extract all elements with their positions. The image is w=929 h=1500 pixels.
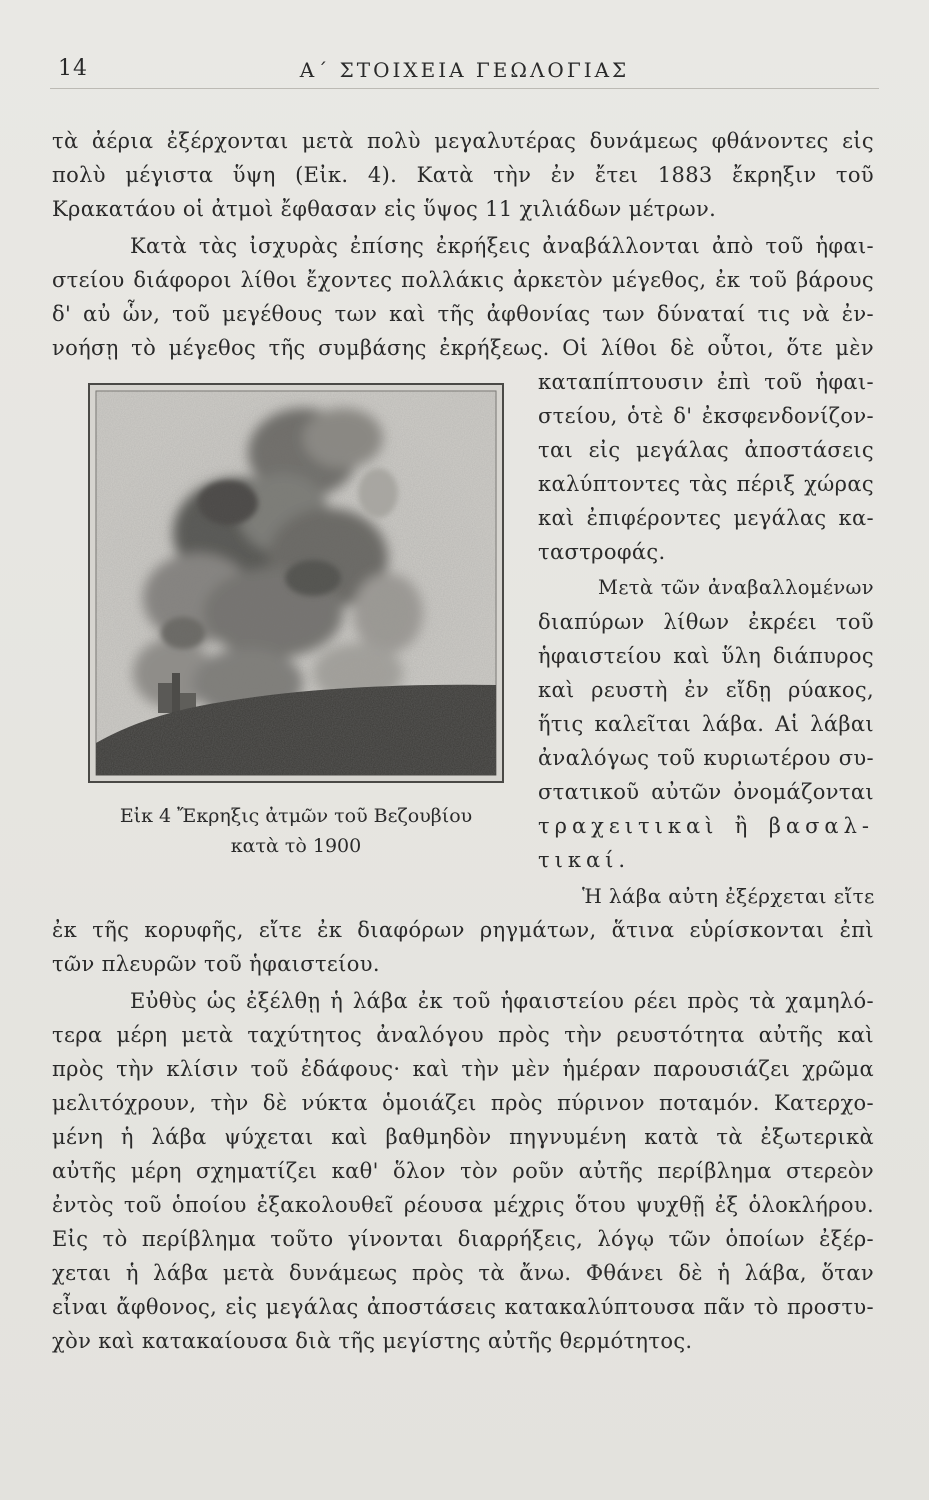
text-line: πολὺ μέγιστα ὕψη (Εἰκ. 4). Κατὰ τὴν ἐν ἔτει 1883 ἔκρηξιν τοῦ <box>52 163 874 187</box>
text-line: ἐντὸς τοῦ ὁποίου ἐξακολουθεῖ ρέουσα μέχρις ὅτου ψυχθῇ ἐξ ὁλοκλήρου. <box>52 1193 874 1217</box>
text-line: Κρακατάου οἱ ἀτμοὶ ἔφθασαν εἰς ὕψος 11 χιλιάδων μέτρων. <box>52 197 717 221</box>
text-line: Εὐθὺς ὡς ἐξέλθῃ ἡ λάβα ἐκ τοῦ ἡφαιστείου ρέει πρὸς τὰ χαμηλό- <box>130 989 874 1013</box>
text-line: ταστροφάς. <box>538 540 666 564</box>
text-line: καὶ ἐπιφέροντες μεγάλας κα- <box>538 506 874 530</box>
text-line: ἐκ τῆς κορυφῆς, εἴτε ἐκ διαφόρων ρηγμάτων, ἅτινα εὑρίσκονται ἐπὶ <box>52 918 874 942</box>
text-line: χὸν καὶ κατακαίουσα διὰ τῆς μεγίστης αὐτῆς θερμότητος. <box>52 1329 693 1353</box>
text-line: ται εἰς μεγάλας ἀποστάσεις <box>538 438 874 462</box>
text-line: ἥτις καλεῖται λάβα. Αἱ λάβαι <box>538 712 874 736</box>
text-line: τραχειτικαὶ ἢ βασαλ- <box>538 814 874 838</box>
text-line: τῶν πλευρῶν τοῦ ἡφαιστείου. <box>52 952 380 976</box>
text-line: τὰ ἀέρια ἐξέρχονται μετὰ πολὺ μεγαλυτέρας δυνάμεως φθάνοντες εἰς <box>52 129 874 153</box>
text-line: καταπίπτουσιν ἐπὶ τοῦ ἡφαι- <box>538 370 874 394</box>
text-line: Εἰς τὸ περίβλημα τοῦτο γίνονται διαρρήξεις, λόγῳ τῶν ὁποίων ἐξέρ- <box>52 1227 874 1251</box>
text-line: εἶναι ἄφθονος, εἰς μεγάλας ἀποστάσεις κατακαλύπτουσα πᾶν τὸ προστυ- <box>52 1295 874 1319</box>
text-line: στατικοῦ αὐτῶν ὀνομάζονται <box>538 780 874 804</box>
text-line: πρὸς τὴν κλίσιν τοῦ ἐδάφους· καὶ τὴν μὲν ἡμέραν παρουσιάζει χρῶμα <box>52 1057 874 1081</box>
running-head: Α΄ ΣΤΟΙΧΕΙΑ ΓΕΩΛΟΓΙΑΣ <box>299 58 630 82</box>
text-line: ἡφαιστείου καὶ ὕλη διάπυρος <box>538 644 874 668</box>
text-line: ἀναλόγως τοῦ κυριωτέρου συ- <box>538 746 874 770</box>
text-line: καὶ ρευστὴ ἐν εἴδῃ ρύακος, <box>538 678 874 702</box>
page-header <box>0 0 929 90</box>
text-line: μελιτόχρουν, τὴν δὲ νύκτα ὁμοιάζει πρὸς πύρινον ποταμόν. Κατερχο- <box>52 1091 874 1115</box>
text-line: στείου, ὁτὲ δ' ἐκσφενδονίζον- <box>538 404 874 428</box>
figure-caption: Εἰκ 4 Ἔκρηξις ἀτμῶν τοῦ Βεζουβίου <box>119 805 473 827</box>
text-line: τερα μέρη μετὰ ταχύτητος ἀναλόγου πρὸς τὴν ρευστότητα αὐτῆς καὶ <box>52 1023 874 1047</box>
text-line: διαπύρων λίθων ἐκρέει τοῦ <box>538 610 874 634</box>
text-line: τικαί. <box>538 848 631 872</box>
text-line: Κατὰ τὰς ἰσχυρὰς ἐπίσης ἐκρήξεις ἀναβάλλονται ἀπὸ τοῦ ἡφαι- <box>130 234 874 258</box>
text-line: νοήσῃ τὸ μέγεθος τῆς συμβάσης ἐκρήξεως. Οἱ λίθοι δὲ οὗτοι, ὅτε μὲν <box>52 336 874 360</box>
text-line: χεται ἡ λάβα μετὰ δυνάμεως πρὸς τὰ ἄνω. Φθάνει δὲ ἡ λάβα, ὅταν <box>52 1261 874 1285</box>
header-rule <box>50 88 879 89</box>
text-line: στείου διάφοροι λίθοι ἔχοντες πολλάκις ἀρκετὸν μέγεθος, ἐκ τοῦ βάρους <box>52 268 874 292</box>
text-line: καλύπτοντες τὰς πέριξ χώρας <box>538 472 874 496</box>
text-line: δ' αὐ ὧν, τοῦ μεγέθους των καὶ τῆς ἀφθονίας των δύναταί τις νὰ ἐν- <box>52 302 874 326</box>
figure-caption-date: κατὰ τὸ 1900 <box>230 835 362 857</box>
text-line: Μετὰ τῶν ἀναβαλλομένων <box>598 576 874 599</box>
text-line: μένη ἡ λάβα ψύχεται καὶ βαθμηδὸν πηγνυμένη κατὰ τὰ ἐξωτερικὰ <box>52 1125 874 1149</box>
text-line: Ἡ λάβα αὐτη ἐξέρχεται εἴτε <box>582 884 875 908</box>
vesuvius-eruption-photo <box>88 383 504 783</box>
page-number: 14 <box>58 56 88 81</box>
text-line: αὐτῆς μέρη σχηματίζει καθ' ὅλον τὸν ροῦν αὐτῆς περίβλημα στερεὸν <box>52 1159 874 1183</box>
eruption-figure <box>88 383 504 783</box>
